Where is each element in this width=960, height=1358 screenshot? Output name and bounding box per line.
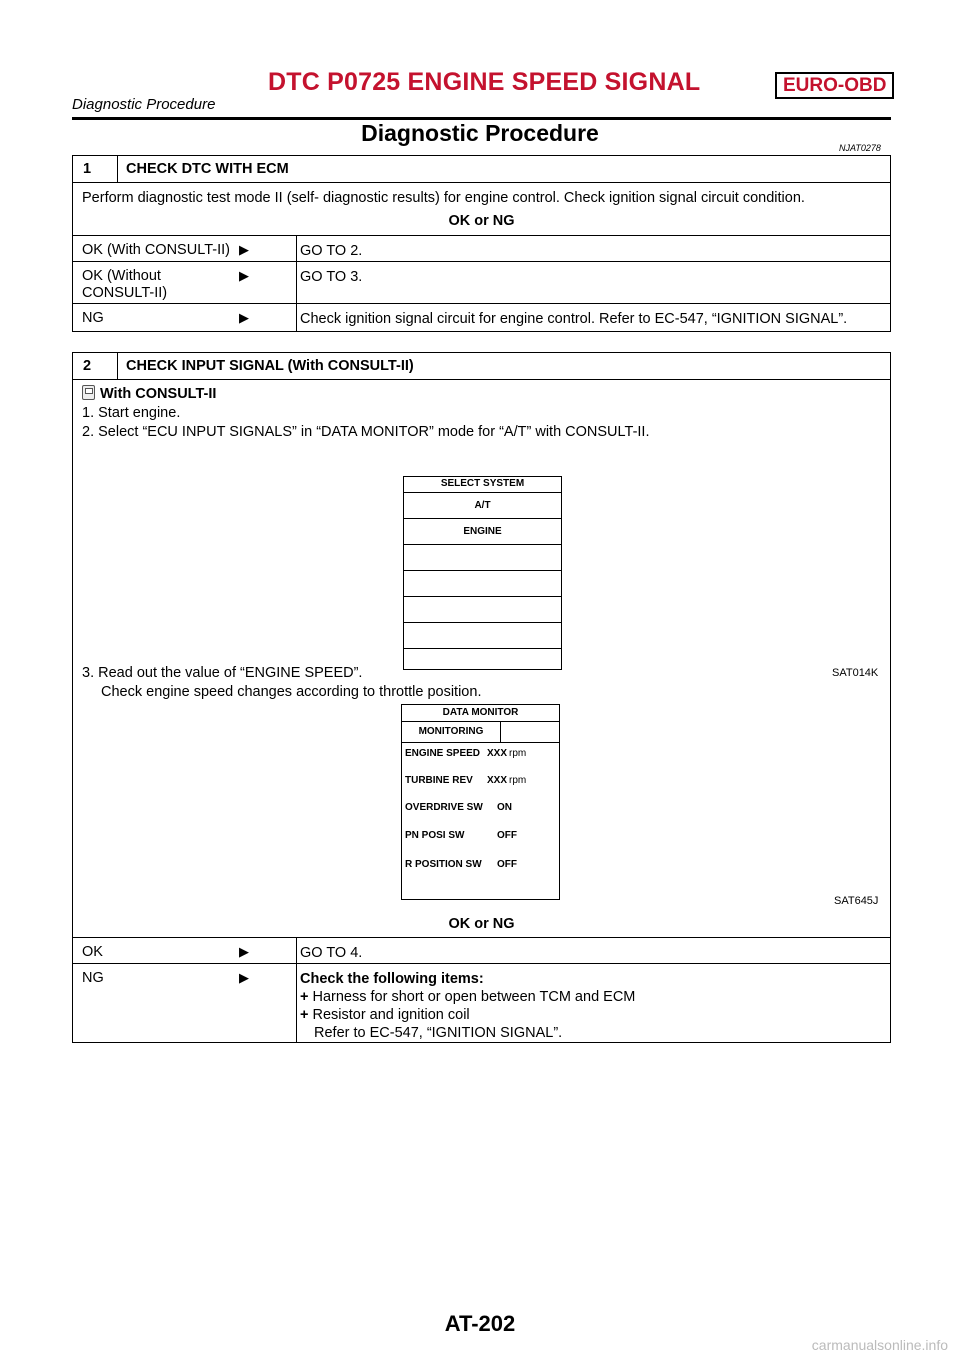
select-system-screen	[403, 476, 562, 670]
screen-empty-row	[404, 570, 561, 596]
instruction-line: 3. Read out the value of “ENGINE SPEED”.	[82, 665, 363, 681]
result-condition: OK (With CONSULT-II)	[82, 242, 230, 258]
screen-empty-row	[404, 622, 561, 648]
result-condition: OK (Without CONSULT-II)	[82, 268, 168, 301]
instruction-line: 1. Start engine.	[82, 405, 181, 421]
step-2-body	[73, 379, 890, 937]
data-monitor-screen	[401, 704, 560, 900]
result-action	[296, 964, 890, 1042]
result-condition: NG	[82, 310, 104, 326]
result-row	[73, 303, 890, 331]
bullet-icon: +	[300, 1007, 309, 1023]
step-title: CHECK INPUT SIGNAL (With CONSULT-II)	[126, 358, 414, 374]
result-action: GO TO 2.	[296, 236, 890, 261]
figure-id: SAT645J	[834, 895, 879, 907]
watermark: carmanualsonline.info	[811, 1337, 948, 1353]
step-1-header	[73, 156, 890, 182]
screen-item: ENGINE	[404, 518, 561, 544]
ok-or-ng-label: OK or NG	[448, 213, 515, 229]
section-badge: EURO-OBD	[775, 72, 894, 99]
screen-empty-row	[404, 544, 561, 570]
section-subtitle: Diagnostic Procedure	[72, 96, 216, 113]
check-item: Harness for short or open between TCM and ECM	[312, 989, 636, 1005]
result-action: Check ignition signal circuit for engine control. Refer to EC-547, “IGNITION SIGNAL”.	[296, 304, 890, 331]
section-title: DTC P0725 ENGINE SPEED SIGNAL	[268, 68, 701, 96]
monitor-row: TURBINE REV XXX rpm	[405, 775, 527, 786]
step-2-table	[72, 352, 891, 1043]
with-consult-label: With CONSULT-II	[100, 386, 217, 402]
monitor-row: PN POSI SW OFF	[405, 830, 517, 841]
arrow-icon: ▶	[239, 944, 249, 959]
result-condition: OK	[82, 944, 103, 960]
result-row	[73, 963, 890, 1042]
instruction-line: Check engine speed changes according to throttle position.	[101, 684, 482, 700]
screen-empty-row	[404, 596, 561, 622]
screen-title: SELECT SYSTEM	[440, 478, 525, 489]
result-action: GO TO 3.	[296, 262, 890, 303]
monitor-row: R POSITION SW OFF	[405, 859, 517, 870]
result-condition: NG	[82, 970, 104, 986]
result-row	[73, 235, 890, 261]
step-1-body	[73, 182, 890, 235]
result-row	[73, 937, 890, 963]
step-title: CHECK DTC WITH ECM	[126, 161, 289, 177]
step-1-instruction: Perform diagnostic test mode II (self- diagnostic results) for engine control. Check ignition signal circuit condition.	[82, 190, 805, 206]
ok-or-ng-label: OK or NG	[448, 916, 515, 932]
monitor-row: OVERDRIVE SW ON	[405, 802, 512, 813]
arrow-icon: ▶	[239, 268, 249, 283]
step-number: 2	[73, 353, 118, 379]
arrow-icon: ▶	[239, 242, 249, 257]
result-row	[73, 261, 890, 303]
check-item: Resistor and ignition coil	[312, 1007, 470, 1023]
page-code: NJAT0278	[839, 143, 881, 153]
check-heading: Check the following items:	[300, 971, 484, 987]
screen-item: A/T	[404, 492, 561, 518]
arrow-icon: ▶	[239, 310, 249, 325]
bullet-icon: +	[300, 989, 309, 1005]
screen-title: DATA MONITOR	[442, 707, 519, 718]
arrow-icon: ▶	[239, 970, 249, 985]
page-title: Diagnostic Procedure	[361, 120, 599, 146]
instruction-line: 2. Select “ECU INPUT SIGNALS” in “DATA MONITOR” mode for “A/T” with CONSULT-II.	[82, 424, 650, 440]
step-number: 1	[73, 156, 118, 182]
figure-id: SAT014K	[832, 667, 879, 679]
page-number: AT-202	[444, 1311, 516, 1336]
monitoring-label: MONITORING	[402, 721, 559, 742]
result-action: GO TO 4.	[296, 938, 890, 963]
check-refer: Refer to EC-547, “IGNITION SIGNAL”.	[314, 1025, 563, 1041]
consult-tester-icon	[82, 385, 95, 400]
step-2-header	[73, 353, 890, 379]
monitor-row: ENGINE SPEED XXX rpm	[405, 748, 527, 759]
step-1-table	[72, 155, 891, 332]
